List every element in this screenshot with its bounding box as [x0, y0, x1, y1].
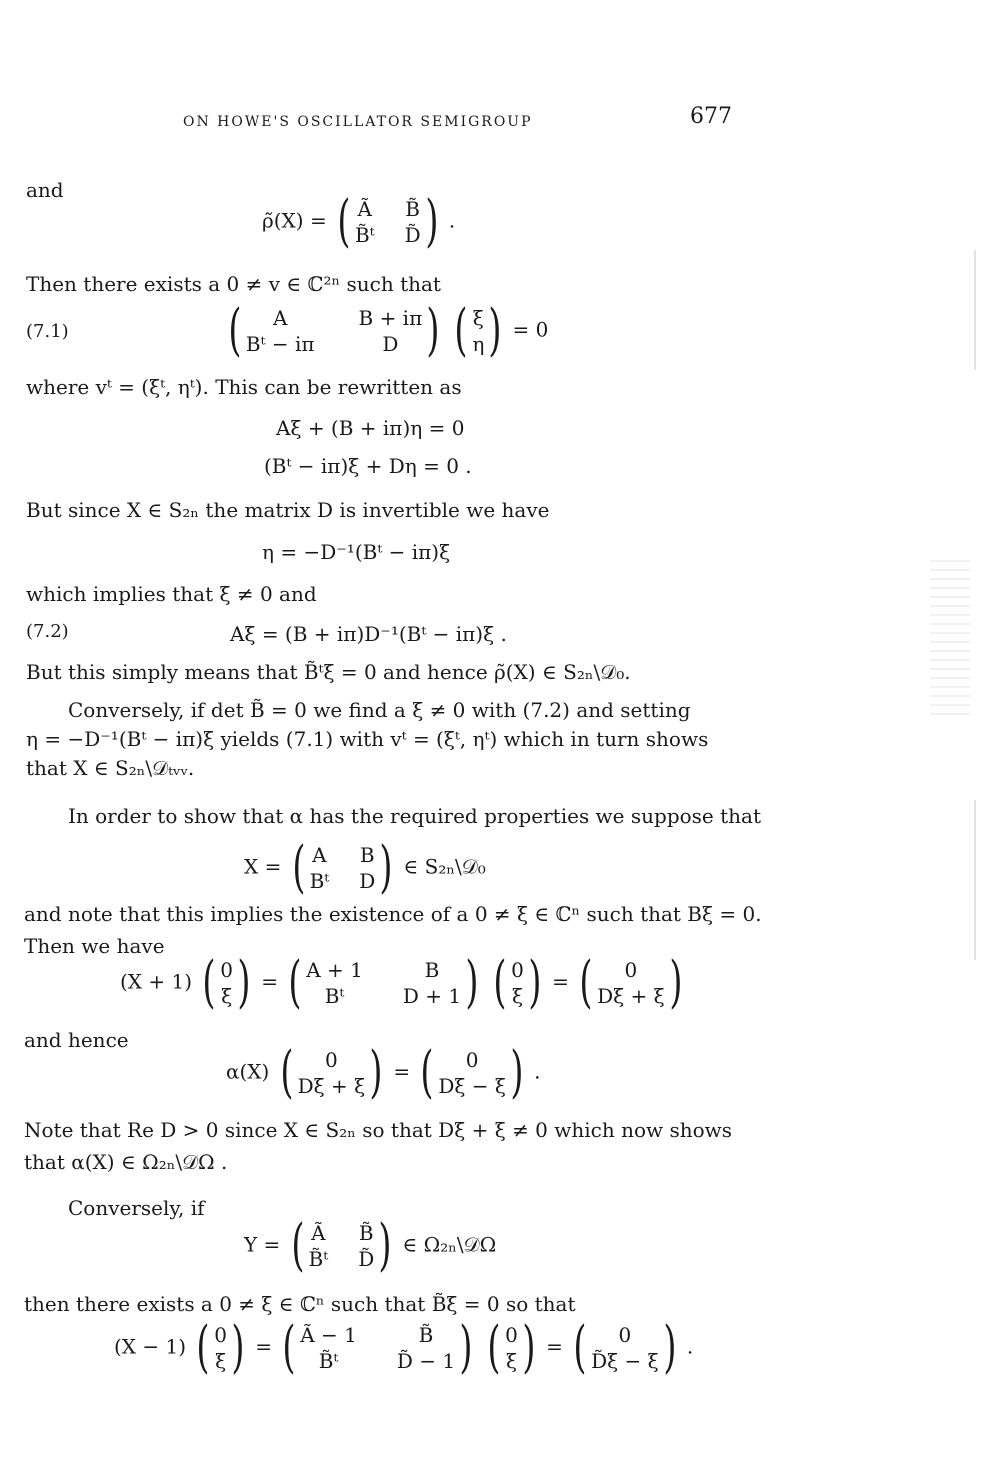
vector: ( 0 ξ ) — [196, 1315, 245, 1380]
vector — [450, 298, 506, 363]
right-paren: ) — [379, 835, 393, 900]
equation-alpha — [226, 1040, 541, 1105]
right-paren: ) — [426, 298, 440, 363]
matrix-entry: Ã — [357, 197, 372, 221]
running-title: ON HOWE'S OSCILLATOR SEMIGROUP — [183, 114, 533, 130]
vector: ( 0 ξ ) — [202, 950, 251, 1015]
matrix-entry: Bᵗ − iπ — [245, 332, 315, 356]
vector: ( 0 Dξ + ξ ) — [280, 1040, 383, 1105]
equals-sign: = — [546, 1334, 563, 1359]
text-line: Conversely, if det B̃ = 0 we find a ξ ≠ 0 with (7.2) and setting — [68, 698, 691, 722]
text-line: and note that this implies the existence of a 0 ≠ ξ ∈ ℂⁿ such that Bξ = 0. — [24, 902, 762, 926]
vector-entry: D̃ξ − ξ — [591, 1349, 659, 1373]
matrix-entry: Bᵗ — [309, 869, 330, 893]
left-paren: ( — [292, 835, 306, 900]
vector-entry: 0 — [624, 958, 638, 982]
vector-entry: Dξ + ξ — [597, 984, 665, 1008]
matrix — [333, 189, 442, 254]
equation-x-minus-1 — [114, 1315, 694, 1380]
text-line: η = −D⁻¹(Bᵗ − iπ)ξ yields (7.1) with vᵗ = (ξᵗ, ηᵗ) which in turn shows — [26, 727, 709, 751]
matrix-entry: B̃ᵗ — [354, 223, 375, 247]
vector-entry: 0 — [220, 958, 233, 982]
text-line: Conversely, if — [68, 1196, 205, 1220]
equals-sign: = — [255, 1334, 272, 1359]
text-line: that X ∈ S₂ₙ\𝒟ₜᵥᵥ. — [26, 756, 195, 780]
text-line: Then there exists a 0 ≠ v ∈ ℂ²ⁿ such that — [26, 272, 441, 296]
vector: ( 0 ξ ) — [487, 1315, 536, 1380]
vector: ( 0 ξ ) — [493, 950, 542, 1015]
equals-sign: = — [552, 969, 569, 994]
equation-label: (7.2) — [26, 621, 69, 642]
vector-entry: 0 — [465, 1048, 479, 1072]
matrix-entry: A + 1 — [306, 958, 363, 982]
matrix-entry: B̃ᵗ — [308, 1247, 329, 1271]
scan-artifact — [974, 250, 976, 370]
scan-artifact — [974, 800, 976, 960]
vector: ( 0 Dξ − ξ ) — [420, 1040, 524, 1105]
text-line: But since X ∈ S₂ₙ the matrix D is invertible we have — [26, 498, 550, 522]
vector-entry: ξ — [512, 984, 524, 1008]
matrix: ( Ã B̃ B̃ᵗ D̃ ) — [291, 1213, 392, 1278]
equals-sign: = — [393, 1059, 411, 1084]
text-line: Note that Re D > 0 since X ∈ S₂ₙ so that Dξ + ξ ≠ 0 which now shows — [24, 1118, 733, 1142]
text-line: which implies that ξ ≠ 0 and — [26, 582, 317, 606]
right-paren: ) — [424, 189, 439, 254]
equation-rho-tilde — [262, 189, 456, 254]
vector-entry: ξ — [215, 1349, 227, 1373]
vector-entry: ξ — [221, 984, 233, 1008]
matrix-entry: D — [382, 332, 399, 356]
equation-7-1 — [224, 298, 549, 363]
equation-x — [244, 835, 486, 900]
eq-rhs: ∈ Ω₂ₙ\𝒟Ω — [402, 1232, 497, 1257]
text-line: then there exists a 0 ≠ ξ ∈ ℂⁿ such that B̃ξ = 0 so that — [24, 1292, 576, 1316]
equation-line: Aξ + (B + iπ)η = 0 — [276, 416, 465, 440]
text-line: Then we have — [24, 934, 165, 958]
matrix-entry: B̃ — [358, 1221, 374, 1245]
eq-lhs: Y = — [244, 1232, 281, 1257]
eq-lhs: ρ̃(X) = — [262, 208, 327, 233]
eq-rhs: = 0 — [512, 317, 549, 342]
eq-lhs: α(X) — [226, 1059, 270, 1084]
vector-entry: 0 — [618, 1323, 632, 1347]
vector-entry: ξ — [506, 1349, 518, 1373]
equation-7-2: Aξ = (B + iπ)D⁻¹(Bᵗ − iπ)ξ . — [230, 622, 507, 646]
equation-eta: η = −D⁻¹(Bᵗ − iπ)ξ — [262, 540, 451, 564]
matrix-entry: B — [424, 958, 440, 982]
matrix-entry: D̃ — [358, 1247, 375, 1271]
vector-entry: η — [472, 332, 485, 356]
eq-rhs: ∈ S₂ₙ\𝒟₀ — [403, 854, 486, 879]
matrix-entry: D̃ − 1 — [396, 1349, 456, 1373]
matrix-entry: Bᵗ — [324, 984, 345, 1008]
equation-label: (7.1) — [26, 321, 69, 342]
equation-line: (Bᵗ − iπ)ξ + Dη = 0 . — [264, 454, 472, 478]
left-paren: ( — [454, 298, 468, 363]
vector-entry: Dξ − ξ — [438, 1074, 506, 1098]
matrix — [288, 835, 397, 900]
vector-entry: 0 — [324, 1048, 338, 1072]
right-paren: ) — [488, 298, 502, 363]
matrix-entry: B̃ — [405, 197, 420, 221]
text-line: where vᵗ = (ξᵗ, ηᵗ). This can be rewritten as — [26, 375, 462, 399]
eq-lhs: (X − 1) — [114, 1334, 187, 1359]
matrix-entry: D — [359, 869, 376, 893]
vector-entry: 0 — [511, 958, 524, 982]
equation-x-plus-1 — [120, 950, 687, 1015]
matrix-entry: Ã − 1 — [300, 1323, 357, 1347]
matrix-entry: B + iπ — [358, 306, 423, 330]
matrix-entry: A — [272, 306, 288, 330]
text-line: and hence — [24, 1028, 129, 1052]
matrix-entry: D + 1 — [402, 984, 462, 1008]
matrix — [224, 298, 444, 363]
matrix: ( Ã − 1 B̃ B̃ᵗ D̃ − 1 ) — [282, 1315, 473, 1380]
left-paren: ( — [337, 189, 351, 254]
vector-entry: ξ — [472, 306, 484, 330]
vector: ( 0 D̃ξ − ξ ) — [573, 1315, 677, 1380]
vector: ( 0 Dξ + ξ ) — [579, 950, 683, 1015]
vector-entry: 0 — [505, 1323, 518, 1347]
eq-punct: . — [448, 208, 456, 233]
eq-lhs: (X + 1) — [120, 969, 193, 994]
eq-lhs: X = — [244, 854, 282, 879]
matrix-entry: B — [359, 843, 375, 867]
page-number: 677 — [690, 104, 732, 129]
matrix-entry: B̃ᵗ — [318, 1349, 339, 1373]
vector-entry: 0 — [214, 1323, 227, 1347]
eq-punct: . — [534, 1059, 541, 1084]
matrix-entry: Ã — [311, 1221, 326, 1245]
scan-artifact — [930, 560, 970, 720]
matrix-entry: D̃ — [404, 223, 421, 247]
vector-entry: Dξ + ξ — [297, 1074, 366, 1098]
left-paren: ( — [228, 298, 242, 363]
matrix-entry: B̃ — [418, 1323, 434, 1347]
text-line: But this simply means that B̃ᵗξ = 0 and hence ρ̃(X) ∈ S₂ₙ\𝒟₀. — [26, 660, 631, 684]
matrix: ( A + 1 B Bᵗ D + 1 ) — [288, 950, 479, 1015]
equals-sign: = — [261, 969, 278, 994]
text-line: that α(X) ∈ Ω₂ₙ\𝒟Ω . — [24, 1150, 228, 1174]
text-line: In order to show that α has the required properties we suppose that — [68, 804, 761, 828]
matrix-entry: A — [312, 843, 327, 867]
text-line: and — [26, 178, 64, 202]
eq-punct: . — [686, 1334, 694, 1359]
equation-y — [244, 1213, 497, 1278]
